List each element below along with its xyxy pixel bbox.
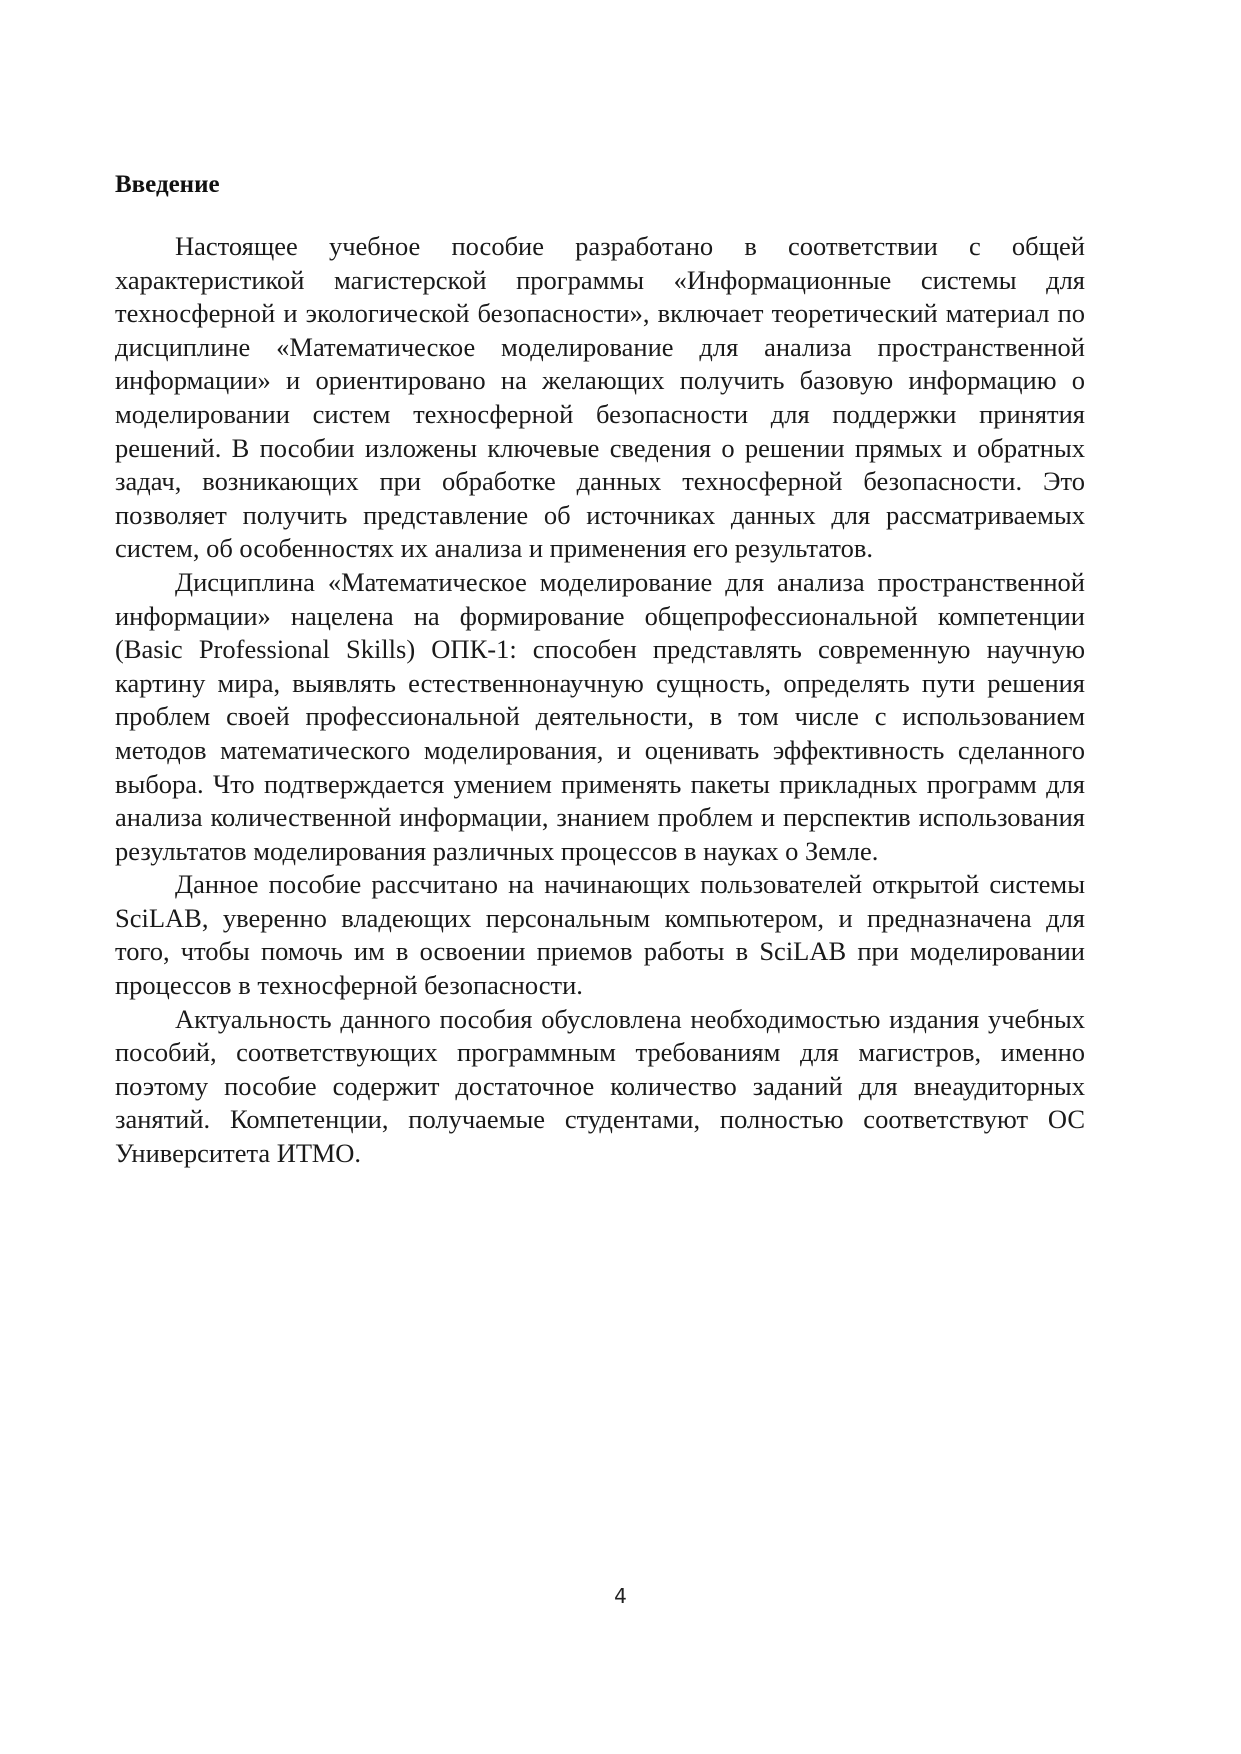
paragraph-discipline: Дисциплина «Математическое моделирование для анализа пространственной информации» нацелена на формирование общепрофессиональной компетенции (Basic Professional Skills) ОПК-1: способен представлять современную научную картину мира, выявлять естественнонаучную сущность, определять пути решения проблем своей профессиональной деятельности, в том числе с использованием методов математического моделирования, и оценивать эффективность сделанного выбора. Что подтверждается умением применять пакеты прикладных программ для анализа количественной информации, знанием проблем и перспектив использования результатов моделирования различных процессов в науках о Земле. — [115, 566, 1085, 866]
paragraph-relevance: Актуальность данного пособия обусловлена необходимостью издания учебных пособий, соответствующих программным требованиям для магистров, именно поэтому пособие содержит достаточное количество заданий для внеаудиторных занятий. Компетенции, получаемые студентами, полностью соответствуют ОС Университета ИТМО. — [115, 1003, 1085, 1169]
paragraph-intro: Настоящее учебное пособие разработано в соответствии с общей характеристикой магистерской программы «Информационные системы для техносферной и экологической безопасности», включает теоретический материал по дисциплине «Математическое моделирование для анализа пространственной информации» и ориентировано на желающих получить базовую информацию о моделировании систем техносферной безопасности для поддержки принятия решений. В пособии изложены ключевые сведения о решении прямых и обратных задач, возникающих при обработке данных техносферной безопасности. Это позволяет получить представление об источниках данных для рассматриваемых систем, об особенностях их анализа и применения его результатов. — [115, 231, 1085, 564]
paragraph-audience: Данное пособие рассчитано на начинающих пользователей открытой системы SciLAB, уверенно владеющих персональным компьютером, и предназначена для того, чтобы помочь им в освоении приемов работы в SciLAB при моделировании процессов в техносферной безопасности. — [115, 869, 1085, 1001]
page-number: 4 — [614, 1584, 627, 1608]
section-heading: Введение — [115, 171, 220, 198]
page-content — [115, 168, 1085, 1171]
